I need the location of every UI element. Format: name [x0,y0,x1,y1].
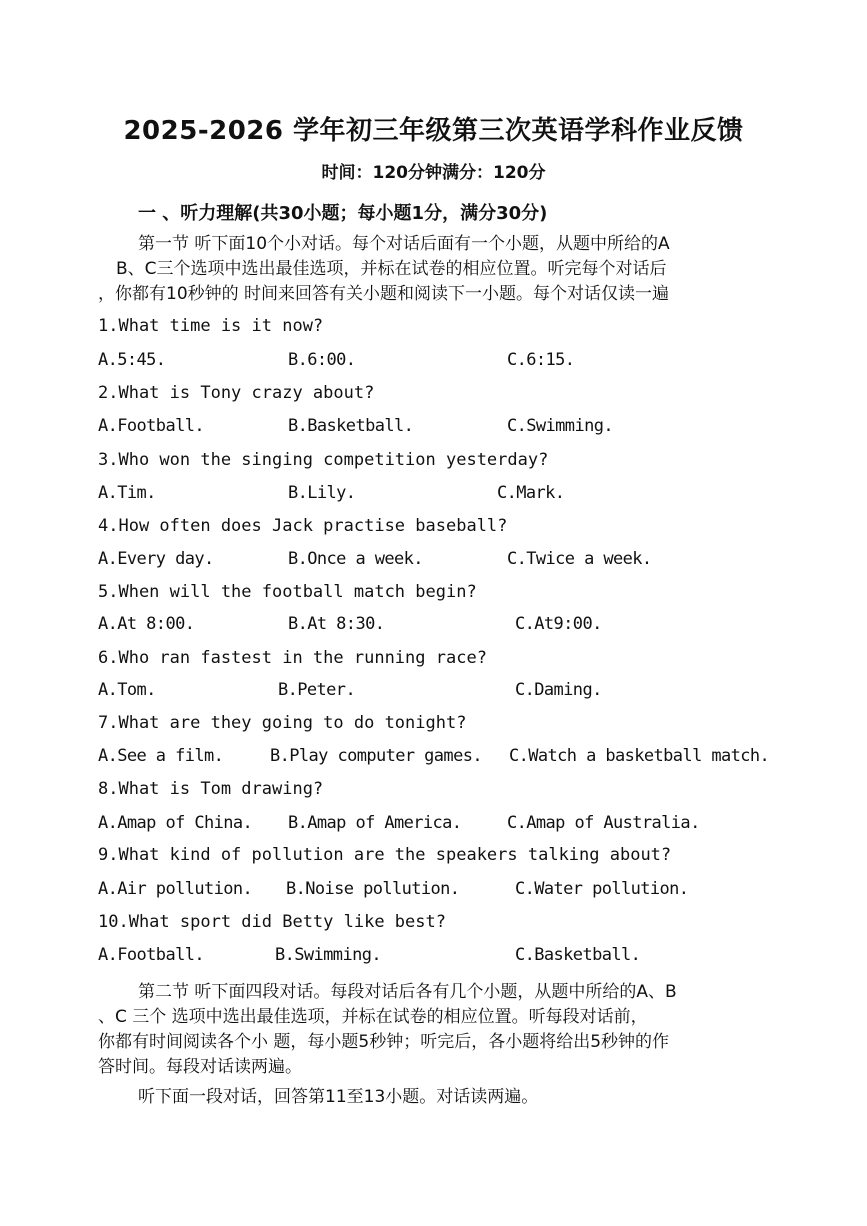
option-b: B.Basketball. [288,416,414,436]
instruction-line: 第一节 听下面10个小对话。每个对话后面有一个小题，从题中所给的A [138,234,670,254]
option-c: C.Twice a week. [507,549,652,569]
instruction-line: 答时间。每段对话读两遍。 [98,1057,302,1077]
option-c: C.6:15. [507,350,575,370]
question-9: 9.What kind of pollution are the speakers talking about? [98,845,672,865]
option-a: A.See a film. [98,746,224,766]
option-c: C.Basketball. [515,945,641,965]
page-title: 2025-2026 学年初三年级第三次英语学科作业反馈 [123,116,744,146]
exam-time-score: 时间：120分钟满分：120分 [321,163,546,183]
option-b: B.Peter. [278,680,356,700]
instruction-line: 第二节 听下面四段对话。每段对话后各有几个小题，从题中所给的A、B [138,982,677,1002]
option-a: A.At 8:00. [98,614,195,634]
option-a: A.Amap of China. [98,813,253,833]
option-b: B.6:00. [288,350,356,370]
option-b: B.Once a week. [288,549,423,569]
option-b: B.Lily. [288,483,356,503]
question-5: 5.When will the football match begin? [98,582,477,602]
instruction-line: B、C三个选项中选出最佳选项，并标在试卷的相应位置。听完每个对话后 [116,259,667,279]
option-a: A.Air pollution. [98,879,253,899]
part2-instructions [98,980,770,1080]
question-2: 2.What is Tony crazy about? [98,383,375,403]
option-c: C.Swimming. [507,416,613,436]
option-a: A.Tom. [98,680,156,700]
option-b: B.Swimming. [275,945,381,965]
section-heading-listening: 一 、听力理解(共30小题；每小题1分，满分30分) [138,203,548,224]
option-a: A.Football. [98,416,204,436]
option-b: B.At 8:30. [288,614,385,634]
option-c: C.Watch a basketball match. [509,746,770,766]
option-b: B.Play computer games. [270,746,482,766]
question-8: 8.What is Tom drawing? [98,779,324,799]
question-6: 6.Who ran fastest in the running race? [98,648,487,668]
option-a: A.Tim. [98,483,156,503]
option-c: C.Amap of Australia. [507,813,700,833]
option-c: C.Mark. [497,483,565,503]
option-a: A.Every day. [98,549,214,569]
option-c: C.Water pollution. [515,879,689,899]
option-b: B.Noise pollution. [286,879,460,899]
part2-note: 听下面一段对话，回答第11至13小题。对话读两遍。 [138,1087,539,1107]
instruction-line: 你都有时间阅读各个小 题，每小题5秒钟；听完后，各小题将给出5秒钟的作 [98,1032,670,1052]
option-c: C.Daming. [515,680,602,700]
option-a: A.Football. [98,945,204,965]
question-10: 10.What sport did Betty like best? [98,912,446,932]
option-a: A.5:45. [98,350,166,370]
instruction-line: 、C 三个 选项中选出最佳选项，并标在试卷的相应位置。听每段对话前， [98,1007,648,1027]
question-4: 4.How often does Jack practise baseball? [98,516,508,536]
option-c: C.At9:00. [515,614,602,634]
instruction-line: ，你都有10秒钟的 时间来回答有关小题和阅读下一小题。每个对话仅读一遍 [98,284,670,304]
part1-instructions [98,232,770,307]
question-1: 1.What time is it now? [98,316,324,336]
option-b: B.Amap of America. [288,813,462,833]
question-7: 7.What are they going to do tonight? [98,713,467,733]
question-3: 3.Who won the singing competition yesterday? [98,450,549,470]
